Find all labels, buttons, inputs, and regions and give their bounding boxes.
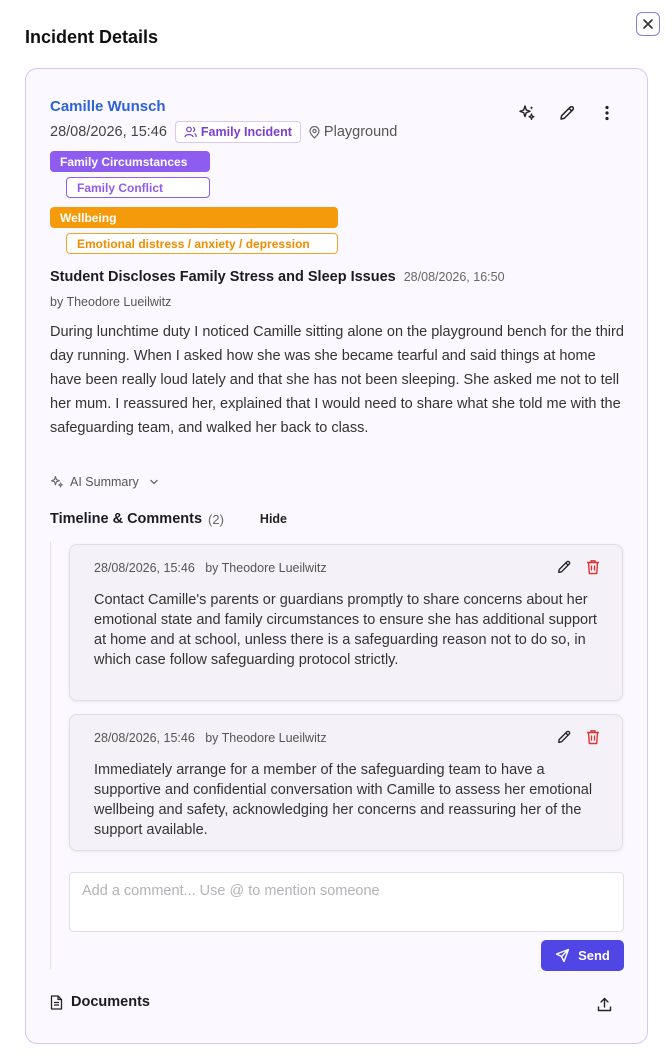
- comment-meta: [94, 731, 327, 745]
- edit-comment-button[interactable]: [556, 729, 572, 750]
- edit-incident-button[interactable]: [554, 101, 580, 125]
- subcategory-tag-family-conflict: Family Conflict: [66, 177, 210, 198]
- upload-document-button[interactable]: [593, 993, 615, 1015]
- ai-summary-label: AI Summary: [70, 475, 139, 489]
- comment-actions: [556, 729, 600, 750]
- send-icon: [555, 948, 570, 963]
- map-pin-icon: [309, 126, 320, 139]
- student-name-link[interactable]: Camille Wunsch: [50, 98, 166, 115]
- sparkles-icon: [518, 104, 536, 122]
- pencil-icon: [556, 729, 572, 745]
- incident-meta-row: [50, 121, 397, 143]
- comment-meta: [94, 561, 327, 575]
- timeline-header: [50, 511, 287, 527]
- ai-summary-toggle[interactable]: [50, 475, 159, 489]
- documents-row: [50, 994, 150, 1010]
- comment-author: by Theodore Lueilwitz: [205, 731, 327, 745]
- comment-item: [69, 714, 623, 851]
- incident-type-badge: [175, 121, 301, 143]
- timeline-rail: [50, 541, 51, 969]
- incident-title-datetime: 28/08/2026, 16:50: [403, 270, 505, 284]
- comment-datetime: 28/08/2026, 15:46: [94, 561, 195, 575]
- timeline-count: (2): [208, 511, 224, 527]
- comment-text: Immediately arrange for a member of the safeguarding team to have a supportive and confidential conversation with Camille to assess her emotional wellbeing and safety, acknowledging her concerns and reassuring her of the support available.: [94, 762, 593, 838]
- comment-input[interactable]: [69, 872, 624, 932]
- chevron-down-icon: [149, 477, 159, 487]
- hide-timeline-button[interactable]: Hide: [259, 512, 288, 526]
- pencil-icon: [558, 104, 576, 122]
- incident-title-row: [50, 269, 505, 285]
- send-label: Send: [578, 948, 610, 963]
- close-icon: [642, 18, 654, 30]
- comment-text: Contact Camille's parents or guardians promptly to share concerns about her emotional state and family circumstances to ensure she has additional support at home and at school, unless there is a safeguarding reason not to do so, in which case follow safeguarding protocol strictly.: [94, 592, 597, 668]
- timeline-title: Timeline & Comments: [50, 511, 203, 527]
- category-tag-wellbeing: Wellbeing: [50, 207, 338, 228]
- incident-type-label: Family Incident: [200, 125, 292, 139]
- delete-comment-button[interactable]: [586, 729, 600, 750]
- more-options-button[interactable]: [594, 101, 620, 125]
- send-comment-button[interactable]: [541, 940, 624, 971]
- more-vertical-icon: [604, 105, 610, 121]
- incident-card: [25, 68, 648, 1044]
- upload-icon: [597, 997, 612, 1012]
- close-button[interactable]: [636, 12, 660, 36]
- subcategory-tag-emotional-distress: Emotional distress / anxiety / depression: [66, 233, 338, 254]
- sparkles-icon: [50, 475, 64, 489]
- incident-description: During lunchtime duty I noticed Camille sitting alone on the playground bench for the third day running. When I asked how she was she became tearful and said things at home have been really loud lately and that she has not been sleeping. She asked me not to tell her mum. I reassured her, explained that I would need to share what she told me with the safeguarding team, and walked her back to class.: [50, 324, 624, 436]
- pencil-icon: [556, 559, 572, 575]
- incident-author: by Theodore Lueilwitz: [50, 295, 172, 309]
- comment-actions: [556, 559, 600, 580]
- page-title: Incident Details: [25, 27, 159, 47]
- document-icon: [50, 995, 63, 1010]
- category-tag-family-circumstances: Family Circumstances: [50, 151, 210, 172]
- card-actions: [514, 101, 620, 125]
- incident-title: Student Discloses Family Stress and Sleep Issues: [50, 269, 396, 285]
- trash-icon: [586, 729, 600, 745]
- comment-datetime: 28/08/2026, 15:46: [94, 731, 195, 745]
- comment-item: [69, 544, 623, 701]
- ai-sparkles-button[interactable]: [514, 101, 540, 125]
- comment-author: by Theodore Lueilwitz: [205, 561, 327, 575]
- incident-location: [309, 124, 397, 140]
- location-label: Playground: [323, 124, 398, 140]
- delete-comment-button[interactable]: [586, 559, 600, 580]
- documents-label: Documents: [71, 994, 150, 1010]
- trash-icon: [586, 559, 600, 575]
- incident-datetime: 28/08/2026, 15:46: [50, 124, 167, 140]
- users-icon: [184, 126, 197, 138]
- edit-comment-button[interactable]: [556, 559, 572, 580]
